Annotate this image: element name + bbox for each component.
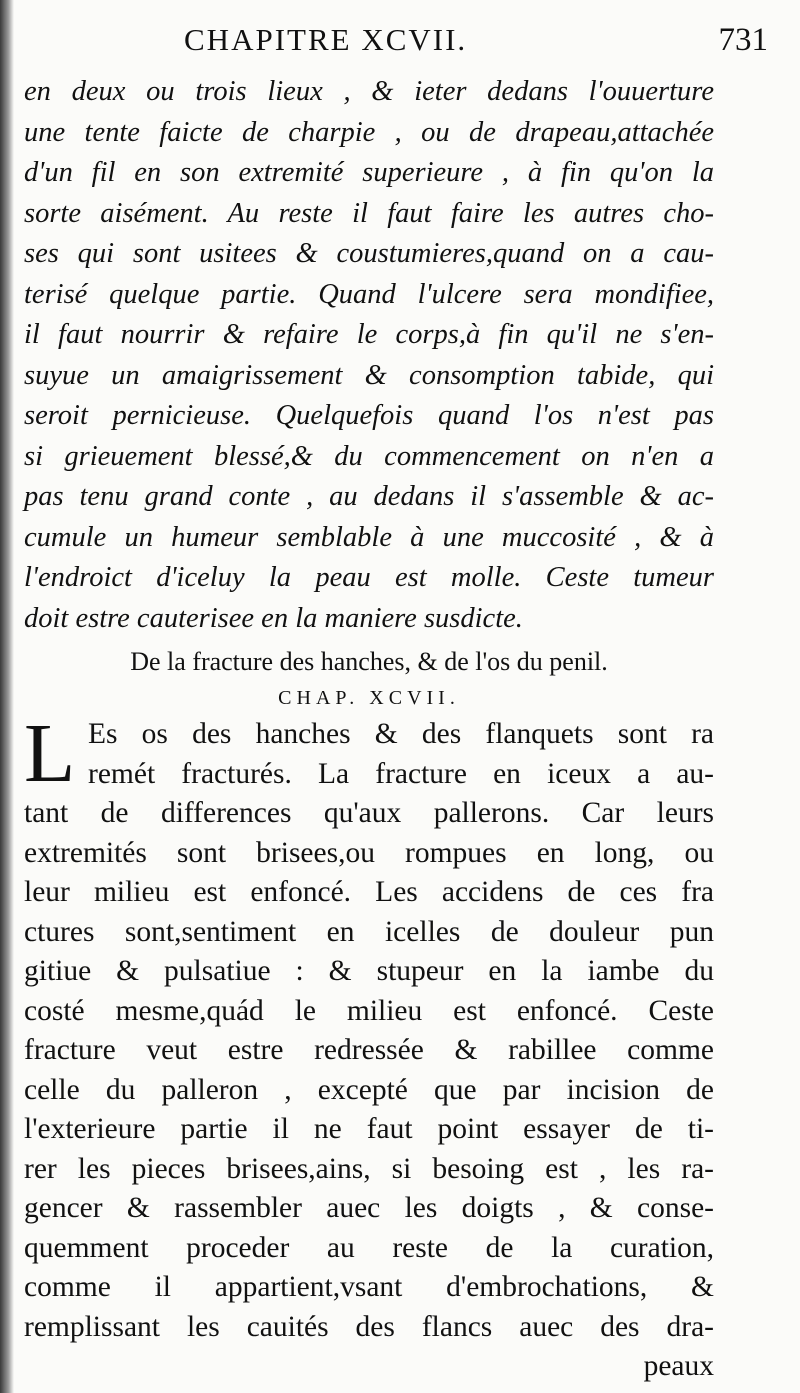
text-line: gitiue & pulsatiue : & stupeur en la iambe du	[24, 955, 714, 987]
text-line: doit estre cauterisee en la maniere susdicte.	[24, 602, 523, 634]
text-line: tant de differences qu'aux pallerons. Car leurs	[24, 797, 714, 829]
page-gutter-shadow	[0, 0, 14, 1393]
text-line: une tente faicte de charpie , ou de drapeau,attachée	[24, 116, 714, 148]
text-line: gencer & rassembler auec les doigts , & conse-	[24, 1192, 714, 1224]
text-line: quemment proceder au reste de la curation,	[24, 1231, 714, 1264]
text-line: fracture veut estre redressée & rabillee comme	[24, 1034, 714, 1066]
text-line: Es os des hanches & des flanquets sont ra	[88, 718, 714, 750]
text-line: rer les pieces brisees,ains, si besoing est , les ra-	[24, 1152, 714, 1185]
text-line: ctures sont,sentiment en icelles de douleur pun	[24, 915, 714, 948]
text-line: pas tenu grand conte , au dedans il s'assemble & ac-	[24, 481, 714, 512]
running-head-title: CHAPITRE XCVII.	[184, 22, 468, 57]
text-line: celle du palleron , excepté que par incision de	[24, 1073, 714, 1106]
text-line: si grieuement blessé,& du commencement on n'en a	[24, 440, 714, 472]
text-line: suyue un amaigrissement & consomption tabide, qui	[24, 359, 714, 391]
text-line: il faut nourrir & refaire le corps,à fin qu'il ne s'en-	[24, 319, 714, 350]
text-line: ses qui sont usitees & coustumieres,quand on a cau-	[24, 238, 714, 269]
text-line: sorte aisément. Au reste il faut faire les autres cho-	[24, 197, 714, 229]
italic-text-block	[24, 72, 714, 639]
text-line: cumule un humeur semblable à une muccosité , & à	[24, 521, 714, 553]
text-line: leur milieu est enfoncé. Les accidens de ces fra	[24, 876, 714, 908]
text-line: seroit pernicieuse. Quelquefois quand l'os n'est pas	[24, 400, 714, 431]
text-line: remét fracturés. La fracture en iceux a au-	[88, 757, 714, 790]
section-title: De la fracture des hanches, & de l'os du penil.	[130, 647, 608, 676]
chapter-label: CHAP. XCVII.	[278, 687, 460, 709]
page-number: 731	[718, 22, 768, 58]
text-line: extremités sont brisees,ou rompues en long, ou	[24, 836, 714, 869]
text-line: comme il appartient,vsant d'embrochations, &	[24, 1271, 714, 1303]
catchword: peaux	[643, 1350, 714, 1382]
roman-text-block	[24, 707, 714, 1387]
page-content	[24, 22, 768, 1387]
text-line: d'un fil en son extremité superieure , à fin qu'on la	[24, 157, 714, 188]
drop-cap: L	[24, 707, 76, 800]
text-line: en deux ou trois lieux , & ieter dedans l'ouuerture	[24, 76, 714, 107]
text-line: costé mesme,quád le milieu est enfoncé. Ceste	[24, 994, 714, 1027]
text-line: l'endroict d'iceluy la peau est molle. Ceste tumeur	[24, 562, 714, 593]
running-head	[24, 22, 768, 72]
text-line: l'exterieure partie il ne faut point essayer de ti-	[24, 1113, 714, 1145]
text-line: terisé quelque partie. Quand l'ulcere sera mondifiee,	[24, 278, 714, 310]
text-line: remplissant les cauités des flancs auec des dra-	[24, 1310, 714, 1343]
